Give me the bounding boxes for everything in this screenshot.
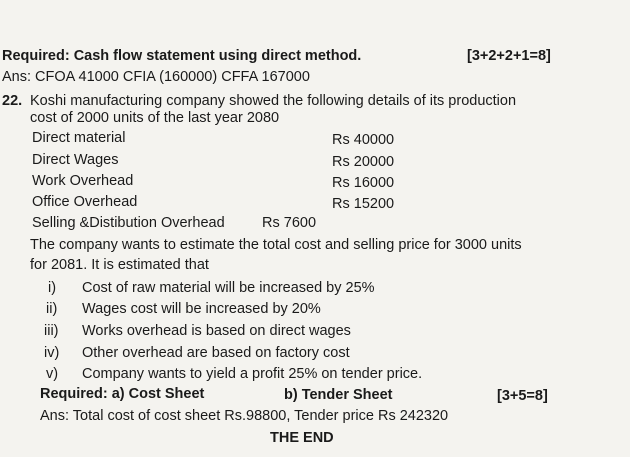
condition-number: iii) xyxy=(44,323,59,339)
end-text: THE END xyxy=(270,430,334,446)
required-tender-sheet: b) Tender Sheet xyxy=(284,387,393,403)
required-cost-sheet: Required: a) Cost Sheet xyxy=(40,386,205,402)
condition-number: ii) xyxy=(46,301,58,317)
condition-text: Other overhead are based on factory cost xyxy=(82,345,350,361)
answer-line: Ans: Total cost of cost sheet Rs.98800, Tender price Rs 242320 xyxy=(40,408,449,424)
description-line-1: The company wants to estimate the total cost and selling price for 3000 units xyxy=(30,237,522,253)
description-line-2: for 2081. It is estimated that xyxy=(30,257,209,273)
cost-value: Rs 20000 xyxy=(332,154,395,170)
cost-label: Direct Wages xyxy=(32,152,119,168)
cost-label: Office Overhead xyxy=(32,194,138,210)
cost-label: Direct material xyxy=(32,130,126,146)
condition-text: Works overhead is based on direct wages xyxy=(82,323,351,339)
cost-value: Rs 15200 xyxy=(332,196,395,212)
required-heading: Required: Cash flow statement using direct method. xyxy=(2,48,362,64)
answer-line: Ans: CFOA 41000 CFIA (160000) CFFA 167000 xyxy=(2,69,310,85)
marks-label: [3+5=8] xyxy=(497,388,548,404)
cost-value: Rs 40000 xyxy=(332,132,395,148)
condition-number: iv) xyxy=(44,345,60,361)
cost-label: Work Overhead xyxy=(32,173,134,189)
cost-value: Rs 7600 xyxy=(262,215,317,231)
intro-line-2: cost of 2000 units of the last year 2080 xyxy=(30,110,280,126)
marks-label: [3+2+2+1=8] xyxy=(467,48,551,64)
cost-value: Rs 16000 xyxy=(332,175,395,191)
condition-text: Cost of raw material will be increased by 25% xyxy=(82,280,375,296)
intro-line-1: Koshi manufacturing company showed the following details of its production xyxy=(30,93,517,109)
question-number: 22. xyxy=(2,93,23,109)
condition-number: i) xyxy=(48,280,57,296)
condition-text: Wages cost will be increased by 20% xyxy=(82,301,321,317)
condition-text: Company wants to yield a profit 25% on tender price. xyxy=(82,366,423,382)
condition-number: v) xyxy=(46,366,59,382)
cost-label: Selling &Distibution Overhead xyxy=(32,215,225,231)
